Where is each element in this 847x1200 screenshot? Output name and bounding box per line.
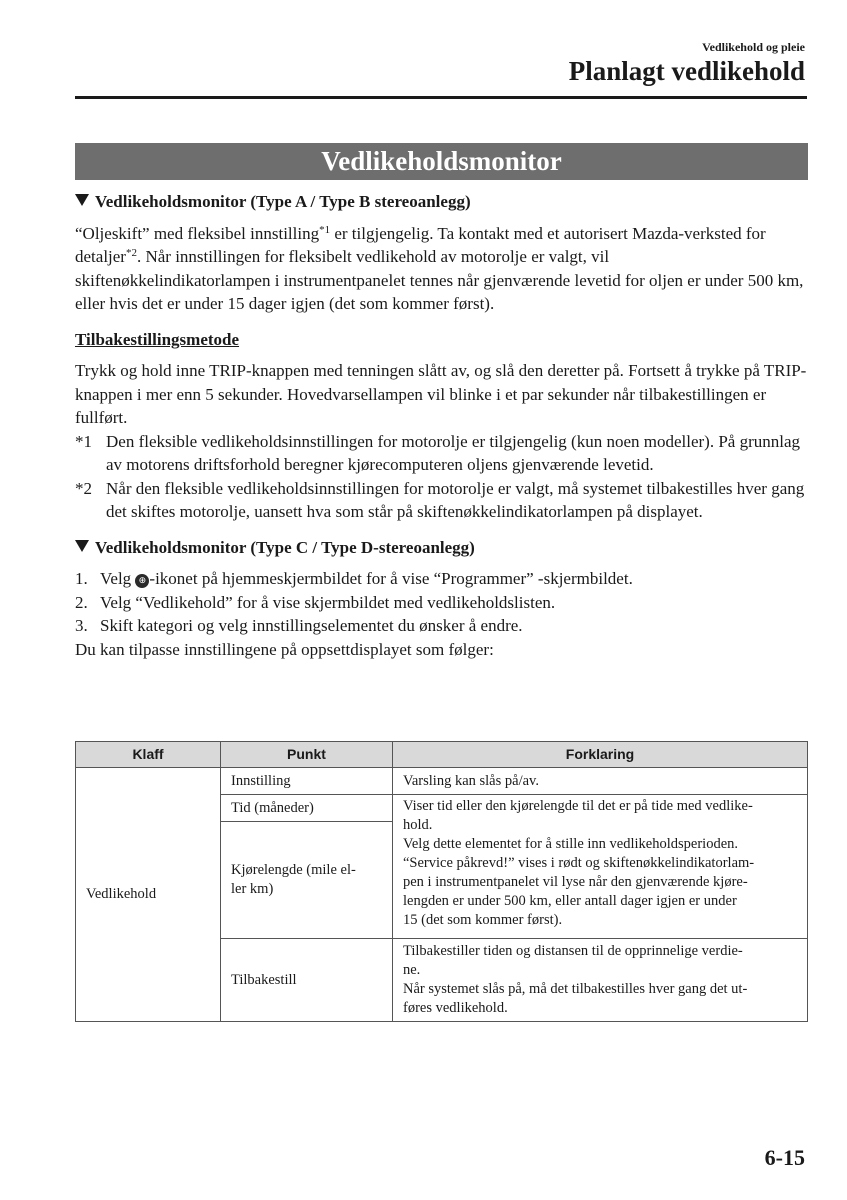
subsection-heading-c [75,536,808,560]
footnote-2 [75,477,808,524]
step-number: 2. [75,592,88,612]
apps-icon: ⊕ [135,574,149,588]
reset-method-title: Tilbakestillingsmetode [75,329,240,349]
page-title: Planlagt vedlikehold [568,56,805,86]
intro-text-3: . Når innstillingen for fleksibelt vedlikehold av motorolje er valgt, vil skiftenøkkelindikatorlampen i instrumentpanelet tennes når gjenværende levetid for oljen er under 500 km, eller hvis det er under 15 dager igjen (det som kommer først). [75,247,804,313]
punkt-cell: Tilbakestill [221,939,393,1022]
punkt-cell: Tid (måneder) [221,795,393,822]
table-row [76,768,808,795]
column-header-forklaring: Forklaring [393,742,808,768]
punkt-cell: Innstilling [221,768,393,795]
footnote-mark: *1 [75,431,92,451]
page-number: 6-15 [764,1145,805,1170]
footnote-1 [75,430,808,477]
column-header-klaff: Klaff [76,742,221,768]
main-content [75,190,808,661]
steps-list [75,567,808,638]
step-number: 1. [75,569,88,588]
triangle-bullet-icon [75,194,89,206]
step-1 [75,567,808,591]
footnote-text: Den fleksible vedlikeholdsinnstillingen for motorolje er tilgjengelig (kun noen modeller). På grunnlag av motorens driftsforhold beregner kjørecomputeren oljens gjenværende levetid. [106,431,801,474]
footnote-text: Når den fleksible vedlikeholdsinnstillingen for motorolje er valgt, må systemet tilbakestilles hver gang det skiftes motorolje, uansett hva som står på skiftenøkkelindikatorlampen på displayet. [106,478,805,521]
footnote-mark: *2 [75,478,92,498]
table-header-row [76,742,808,768]
step-3 [75,614,808,638]
subsection-heading-a-text: Vedlikeholdsmonitor (Type A / Type B stereoanlegg) [95,192,471,211]
step-1-text-b: -ikonet på hjemmeskjermbildet for å vise “Programmer” -skjermbildet. [149,569,633,588]
step-1-text-a: Velg [100,569,136,588]
footnote-ref-1: *1 [319,223,331,236]
table-intro: Du kan tilpasse innstillingene på oppsettdisplayet som følger: [75,639,494,659]
footnote-ref-2: *2 [125,247,137,259]
step-2-text: Velg “Vedlikehold” for å vise skjermbildet med vedlikeholdslisten. [100,592,556,612]
subsection-heading-a [75,190,808,214]
reset-method-text: Trykk og hold inne TRIP-knappen med tenningen slått av, og slå den deretter på. Fortsett å trykke på TRIP-knappen i mer enn 5 sekunder. Hovedvarsellampen vil blinke i et par sekunder når tilbakestillingen er fullført. [75,361,807,427]
intro-text-2: er tilgjengelig. Ta kontakt med et autorisert Mazda-verksted for detaljer [75,223,766,266]
klaff-cell: Vedlikehold [76,768,221,1022]
forklaring-cell: Tilbakestiller tiden og distansen til de opprinnelige verdie- ne. Når systemet slås på, må det tilbakestilles hver gang det ut- føres vedlikehold. [393,939,808,1022]
subsection-heading-c-text: Vedlikeholdsmonitor (Type C / Type D-stereoanlegg) [95,537,475,557]
section-header: Vedlikehold og pleie [702,40,805,54]
section-banner: Vedlikeholdsmonitor [75,143,808,180]
step-2 [75,591,808,615]
forklaring-cell: Varsling kan slås på/av. [393,768,808,795]
settings-table [75,741,808,1022]
triangle-bullet-icon [75,540,89,552]
step-3-text: Skift kategori og velg innstillingselementet du ønsker å endre. [100,616,523,635]
punkt-cell: Kjørelengde (mile el- ler km) [221,822,393,939]
header-divider [75,96,807,99]
intro-paragraph [75,222,808,316]
step-number: 3. [75,616,88,635]
forklaring-cell: Viser tid eller den kjørelengde til det er på tide med vedlike- hold. Velg dette elementet for å stille inn vedlikeholdsperioden. “Service påkrevd!” vises i rødt og skiftenøkkelindikatorlam- pen i instrumentpanelet vil lyse når den gjenværende kjøre- lengden er under 500 km, eller antall dager igjen er under 15 (det som kommer først). [393,795,808,939]
intro-text-1: “Oljeskift” med fleksibel innstilling [75,223,320,243]
column-header-punkt: Punkt [221,742,393,768]
